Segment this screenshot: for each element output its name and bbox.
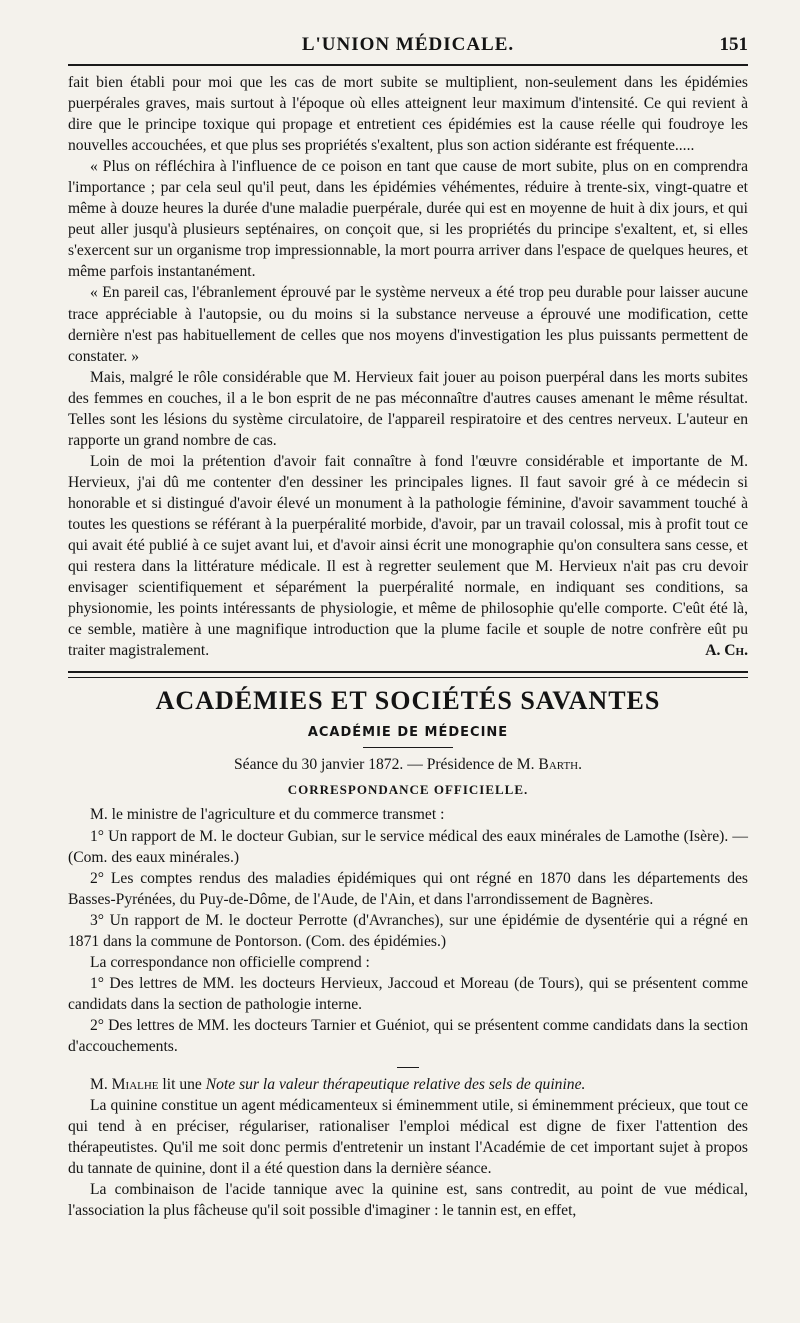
page-header [68, 30, 748, 66]
article-paragraph-3: « En pareil cas, l'ébranlement éprouvé par le système nerveux a été trop peu durable pour laisser aucune trace appréciable à l'autopsie, ou du moins si la substance nerveuse a éprouvé une modification, cette dernière n'est pas habituellement de celles que nos moyens d'investigation les plus puissants permettent de constater. » [68, 284, 748, 365]
quinine-paragraph-1: La quinine constitue un agent médicamenteux si éminemment utile, si éminemment précieux, que tout ce qui tend à en préciser, régulariser, rationaliser l'emploi médical est digne de fixer l'attention des thérapeutistes. Qu'il me soit donc permis d'entretenir un instant l'Académie de cet important sujet à propos du tannate de quinine, dont il a été question dans la dernière séance. [68, 1097, 748, 1178]
mialhe-name: Mialhe [111, 1076, 159, 1094]
nonofficial-intro: La correspondance non officielle comprend : [90, 953, 370, 971]
article-paragraph-2: « Plus on réfléchira à l'influence de ce poison en tant que cause de mort subite, plus on en comprendra l'importance ; par cela seul qu'il peut, dans les épidémies véhémentes, réduire à trente-six, vingt-quatre et même à douze heures la durée d'une maladie puerpérale, durée qui est en moyenne de huit à dix jours, et qui peut aller jusqu'à plusieurs septénaires, on conçoit que, si les propriétés du principe s'exaltent, et, si elles s'exercent sur un organisme trop impressionnable, la mort pourra arriver dans l'espace de quelques heures, et même parfois instantanément. [68, 158, 748, 281]
article-paragraph-5 [68, 451, 748, 661]
session-suffix: . [578, 756, 583, 774]
section-title: ACADÉMIES ET SOCIÉTÉS SAVANTES [155, 686, 661, 716]
page-body [68, 72, 748, 1221]
article-paragraph-1: fait bien établi pour moi que les cas de mort subite se multiplient, non-seulement dans les épidémies puerpérales graves, mais surtout à l'époque où elles atteignent leur maximum d'intensité. Ce qui revient à dire que le principe toxique qui propage et entretient ces épidémies est la cause réelle qui foudroye les nouvelles accouchées, et que plus ses propriétés s'exaltent, plus son action sidérante est fréquente..... [68, 74, 748, 155]
correspondence-item-1: 1° Un rapport de M. le docteur Gubian, sur le service médical des eaux minérales de Lamothe (Isère). — (Com. des eaux minérales.) [68, 827, 748, 866]
session-prefix: Séance du 30 janvier 1872. — Présidence de M. [233, 756, 539, 774]
academy-subtitle: ACADÉMIE DE MÉDECINE [307, 725, 509, 741]
president-name: Barth [538, 756, 579, 774]
mialhe-heading [68, 1074, 748, 1095]
quinine-paragraph-2: La combinaison de l'acide tannique avec la quinine est, sans contredit, au point de vue médical, l'association la plus fâcheuse qu'il soit possible d'imaginer : le tannin est, en effet, [68, 1181, 748, 1220]
nonofficial-item-1: 1° Des lettres de MM. les docteurs Hervieux, Jaccoud et Moreau (de Tours), qui se présentent comme candidats dans la section de pathologie interne. [68, 974, 748, 1013]
section-divider [68, 671, 748, 678]
author-signature: A. Ch. [705, 642, 748, 660]
nonofficial-item-2: 2° Des lettres de MM. les docteurs Tarnier et Guéniot, qui se présentent comme candidats dans la section d'accouchements. [68, 1016, 748, 1055]
mialhe-prefix: M. [90, 1076, 112, 1094]
mialhe-note-title: Note sur la valeur thérapeutique relative des sels de quinine. [205, 1076, 586, 1094]
running-title: L'UNION MÉDICALE. [301, 34, 515, 55]
subtitle-rule [363, 747, 453, 748]
correspondence-item-2: 2° Les comptes rendus des maladies épidémiques qui ont régné en 1870 dans les départements des Basses-Pyrénées, du Puy-de-Dôme, de l'Aude, de l'Ain, et dans l'arrondissement de Bagnères. [68, 869, 748, 908]
page-number: 151 [719, 34, 748, 55]
correspondence-item-3: 3° Un rapport de M. le docteur Perrotte (d'Avranches), sur une épidémie de dysentérie qui a régné en 1871 dans la commune de Pontorson. (Com. des épidémies.) [68, 911, 748, 950]
article-paragraph-4: Mais, malgré le rôle considérable que M. Hervieux fait jouer au poison puerpéral dans les morts subites des femmes en couches, il a le bon esprit de ne pas méconnaître d'autres causes amenant le même résultat. Telles sont les lésions du système circulatoire, de l'appareil respiratoire et des centres nerveux. L'auteur en rapporte un grand nombre de cas. [68, 368, 748, 449]
correspondence-intro: M. le ministre de l'agriculture et du commerce transmet : [90, 806, 445, 824]
short-divider [397, 1067, 419, 1068]
article-paragraph-5-text: Loin de moi la prétention d'avoir fait connaître à fond l'œuvre considérable et importante de M. Hervieux, j'ai dû me contenter d'en dessiner les principales lignes. Il faut savoir gré à ce médecin si honorable et si distingué d'avoir élevé un monument à la pathologie féminine, d'avoir savamment touché à toutes les questions se référant à la puerpéralité morbide, d'avoir, par un travail colossal, mis à profit tout ce qui avait été publié à ce sujet avant lui, et d'avoir ainsi écrit une monographie qu'on consultera sans cesse, et qui restera dans la littérature médicale. Il est à regretter seulement que M. Hervieux n'ait pas cru devoir envisager scientifiquement et séparément la puerpéralité normale, en indiquant ses conditions, sa physionomie, les points intéressants de physiologie, et même de philosophie qu'elle comporte. C'eût été là, ce semble, matière à une magnifique introduction que la plume facile et souple de notre confrère eût pu traiter magistralement. [68, 452, 748, 660]
correspondence-heading: CORRESPONDANCE OFFICIELLE. [287, 782, 529, 798]
mialhe-mid: lit une [158, 1076, 206, 1094]
session-line [68, 754, 748, 775]
